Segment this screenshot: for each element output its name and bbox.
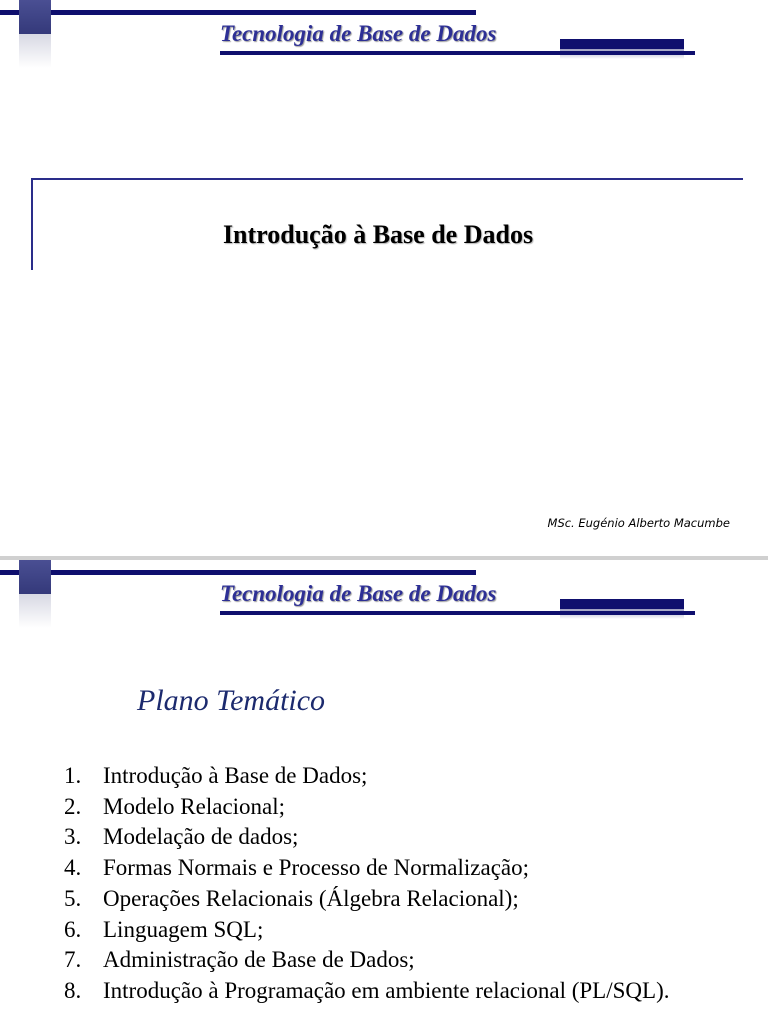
header-course-title: Tecnologia de Base de Dados [220, 21, 497, 46]
topic-list [64, 761, 754, 1007]
header-accent-bar [560, 39, 684, 49]
list-item-text: Formas Normais e Processo de Normalização; [103, 855, 530, 881]
list-item [64, 853, 754, 884]
list-item-number: 8. [64, 977, 82, 1003]
header-square-shadow [19, 34, 51, 68]
list-item [64, 792, 754, 823]
header-top-line [0, 10, 476, 15]
list-item [64, 884, 754, 915]
header-course-title: Tecnologia de Base de Dados [220, 581, 497, 606]
header-square-shadow [19, 594, 51, 628]
header-top-line [0, 570, 476, 575]
list-item [64, 915, 754, 946]
list-item [64, 945, 754, 976]
list-item-number: 6. [64, 916, 82, 942]
list-item-text: Modelação de dados; [103, 824, 299, 850]
list-item-number: 1. [64, 763, 82, 788]
list-item-text: Operações Relacionais (Álgebra Relacional); [103, 885, 519, 911]
header-accent-bar [560, 599, 684, 609]
list-item-text: Modelo Relacional; [103, 793, 286, 819]
list-item-number: 5. [64, 885, 82, 911]
list-item-text: Introdução à Base de Dados; [103, 763, 368, 788]
slide-title-text: Introdução à Base de Dados [222, 220, 534, 249]
plan-title: Plano Temático [137, 684, 326, 717]
list-item-number: 4. [64, 855, 82, 881]
list-item-number: 2. [64, 793, 82, 819]
author-name: MSc. Eugénio Alberto Macumbe [547, 516, 730, 530]
list-item-number: 7. [64, 947, 82, 973]
header-square-decoration [19, 560, 51, 594]
header-square-decoration [19, 0, 51, 34]
slide-plan [0, 560, 768, 1024]
list-item [64, 761, 754, 792]
list-item-text: Introdução à Programação em ambiente relacional (PL/SQL). [103, 977, 670, 1003]
header-underline [220, 51, 695, 55]
list-item-text: Linguagem SQL; [103, 916, 264, 942]
list-item [64, 822, 754, 853]
list-item [64, 976, 754, 1007]
list-item-text: Administração de Base de Dados; [103, 947, 415, 973]
list-item-number: 3. [64, 824, 82, 850]
title-frame-top [31, 178, 743, 180]
header-underline [220, 611, 695, 615]
